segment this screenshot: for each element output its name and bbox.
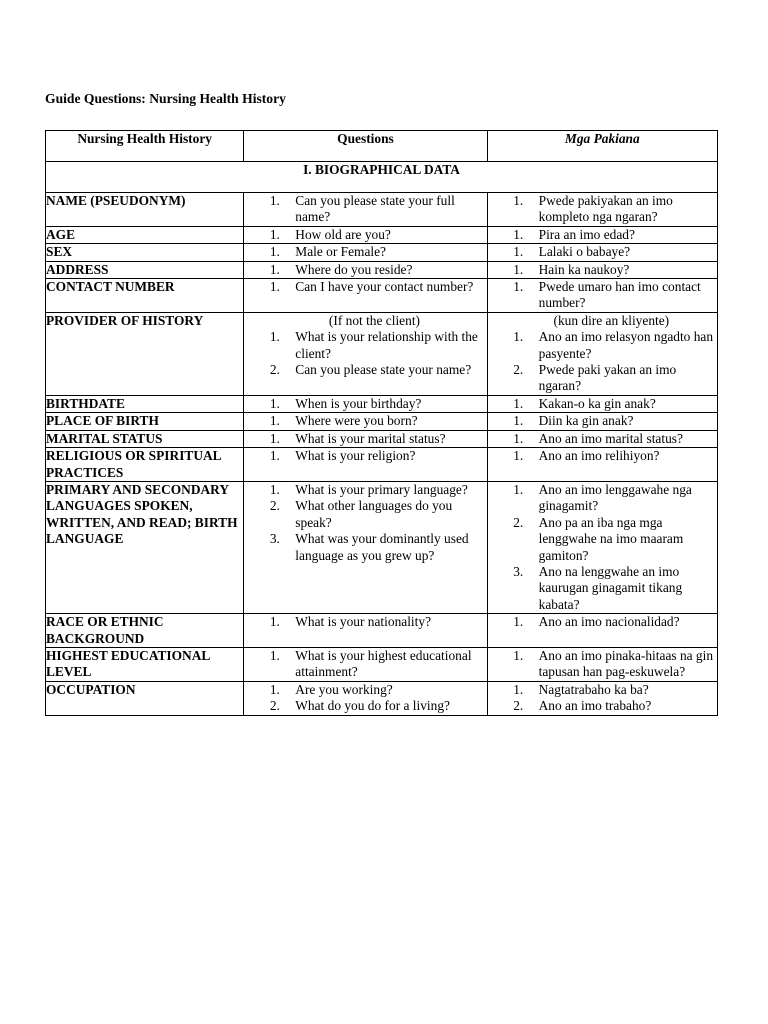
list-number: 3. xyxy=(513,563,537,579)
question-text: Can you please state your full name? xyxy=(295,193,455,225)
question-cell-waray xyxy=(487,481,717,613)
row-label: CONTACT NUMBER xyxy=(46,279,244,313)
question-cell-english xyxy=(244,647,487,681)
list-number: 1. xyxy=(269,395,294,411)
question-text: Where do you reside? xyxy=(295,261,413,277)
question-text: Lalaki o babaye? xyxy=(538,244,631,260)
question-cell-waray xyxy=(487,681,717,715)
question-text: Pwede pakiyakan an imo kompleto nga ngaran? xyxy=(538,193,673,225)
list-number: 1. xyxy=(513,413,537,429)
list-item xyxy=(488,482,717,515)
list-item xyxy=(488,564,717,613)
list-item xyxy=(488,515,717,564)
question-cell-english xyxy=(244,395,487,412)
header-mga-pakiana: Mga Pakiana xyxy=(487,131,717,162)
section-row xyxy=(46,162,718,193)
question-cell-english xyxy=(244,279,487,313)
row-label: MARITAL STATUS xyxy=(46,430,244,447)
list-item xyxy=(244,448,486,464)
question-text: Can I have your contact number? xyxy=(295,279,474,295)
list-number: 1. xyxy=(513,244,537,260)
question-text: Ano an imo relihiyon? xyxy=(538,448,660,464)
question-list xyxy=(244,227,486,243)
question-text: How old are you? xyxy=(295,226,391,242)
question-list xyxy=(244,482,486,564)
question-text: What is your primary language? xyxy=(295,481,468,497)
question-cell-english xyxy=(244,244,487,261)
row-label: ADDRESS xyxy=(46,261,244,278)
list-item xyxy=(244,531,486,564)
question-cell-english xyxy=(244,193,487,227)
question-list xyxy=(244,614,486,630)
table-row xyxy=(46,261,718,278)
list-number: 1. xyxy=(513,279,537,295)
list-number: 1. xyxy=(513,647,537,663)
question-note: (kun dire an kliyente) xyxy=(553,312,670,328)
list-item xyxy=(244,482,486,498)
question-text: Ano pa an iba nga mga lenggwahe na imo maaram gamiton? xyxy=(538,514,684,563)
list-number: 1. xyxy=(269,226,294,242)
question-text: Can you please state your name? xyxy=(295,362,472,378)
question-note: (If not the client) xyxy=(328,312,420,328)
list-number: 1. xyxy=(269,244,294,260)
question-text: Ano an imo trabaho? xyxy=(538,698,652,714)
question-list xyxy=(244,396,486,412)
question-list xyxy=(488,279,717,312)
question-list xyxy=(244,682,486,715)
list-item xyxy=(488,448,717,464)
list-number: 1. xyxy=(513,481,537,497)
question-cell-waray xyxy=(487,193,717,227)
question-text: What other languages do you speak? xyxy=(295,498,453,530)
list-number: 3. xyxy=(269,531,294,547)
list-number: 2. xyxy=(513,698,537,714)
list-number: 2. xyxy=(513,362,537,378)
question-text: Hain ka naukoy? xyxy=(538,261,630,277)
table-row xyxy=(46,395,718,412)
question-list xyxy=(244,648,486,681)
question-text: What is your relationship with the client? xyxy=(295,329,478,361)
list-number: 1. xyxy=(513,193,537,208)
question-text: What is your marital status? xyxy=(295,430,446,446)
question-cell-waray xyxy=(487,614,717,648)
question-list xyxy=(244,244,486,260)
list-number: 1. xyxy=(513,226,537,242)
question-cell-english xyxy=(244,448,487,482)
question-list xyxy=(488,614,717,630)
question-cell-english xyxy=(244,413,487,430)
row-label: RELIGIOUS OR SPIRITUAL PRACTICES xyxy=(46,448,244,482)
question-text: What is your religion? xyxy=(295,448,416,464)
list-item xyxy=(488,244,717,260)
list-item xyxy=(488,329,717,362)
question-text: Kakan-o ka gin anak? xyxy=(538,395,656,411)
question-cell-waray xyxy=(487,244,717,261)
question-list xyxy=(488,648,717,681)
document-title: Guide Questions: Nursing Health History xyxy=(45,91,286,106)
list-number: 1. xyxy=(513,395,537,411)
list-number: 1. xyxy=(513,261,537,277)
question-text: Diin ka gin anak? xyxy=(538,413,634,429)
row-label: NAME (PSEUDONYM) xyxy=(46,193,244,227)
list-number: 1. xyxy=(269,279,294,295)
list-number: 1. xyxy=(513,681,537,697)
question-cell-waray xyxy=(487,413,717,430)
question-list xyxy=(244,193,486,226)
question-list xyxy=(488,193,717,226)
question-text: Where were you born? xyxy=(295,413,418,429)
table-row xyxy=(46,279,718,313)
row-label: RACE OR ETHNIC BACKGROUND xyxy=(46,614,244,648)
question-text: Ano na lenggwahe an imo kaurugan ginagamit tikang kabata? xyxy=(538,563,683,612)
list-number: 1. xyxy=(513,448,537,464)
question-text: Pwede umaro han imo contact number? xyxy=(538,279,701,311)
question-text: Ano an imo lenggawahe nga ginagamit? xyxy=(538,481,692,514)
question-cell-waray xyxy=(487,395,717,412)
question-text: What do you do for a living? xyxy=(295,698,450,714)
list-number: 1. xyxy=(269,681,294,697)
list-item xyxy=(488,193,717,226)
health-history-table xyxy=(45,130,718,716)
header-nursing-health-history: Nursing Health History xyxy=(46,131,244,162)
list-number: 2. xyxy=(269,362,294,378)
row-label: AGE xyxy=(46,226,244,243)
question-list xyxy=(488,244,717,260)
list-item xyxy=(244,227,486,243)
question-cell-english xyxy=(244,681,487,715)
list-number: 1. xyxy=(513,614,537,630)
table-row xyxy=(46,614,718,648)
question-cell-english xyxy=(244,226,487,243)
question-cell-english xyxy=(244,430,487,447)
list-item xyxy=(488,362,717,395)
question-text: What is your highest educational attainment? xyxy=(295,647,472,680)
question-list xyxy=(244,448,486,464)
table-row xyxy=(46,448,718,482)
question-cell-english xyxy=(244,481,487,613)
row-label: PLACE OF BIRTH xyxy=(46,413,244,430)
list-item xyxy=(244,362,486,378)
question-text: Are you working? xyxy=(295,681,393,697)
list-number: 1. xyxy=(269,329,294,345)
row-label: HIGHEST EDUCATIONAL LEVEL xyxy=(46,647,244,681)
list-number: 1. xyxy=(269,614,294,630)
list-item xyxy=(488,227,717,243)
question-list xyxy=(488,431,717,447)
list-number: 1. xyxy=(269,413,294,429)
list-item xyxy=(488,396,717,412)
question-cell-waray xyxy=(487,226,717,243)
list-number: 2. xyxy=(513,514,537,530)
list-number: 1. xyxy=(269,430,294,446)
row-label: OCCUPATION xyxy=(46,681,244,715)
list-number: 1. xyxy=(513,329,537,345)
row-label: SEX xyxy=(46,244,244,261)
list-item xyxy=(244,262,486,278)
question-cell-waray xyxy=(487,312,717,395)
list-item xyxy=(488,648,717,681)
list-item xyxy=(488,614,717,630)
question-list xyxy=(488,682,717,715)
question-list xyxy=(244,329,486,378)
list-item xyxy=(488,413,717,429)
row-label: PRIMARY AND SECONDARY LANGUAGES SPOKEN, WRITTEN, AND READ; BIRTH LANGUAGE xyxy=(46,481,244,613)
question-text: What is your nationality? xyxy=(295,614,432,630)
list-item xyxy=(244,648,486,681)
list-number: 1. xyxy=(269,448,294,464)
list-number: 1. xyxy=(269,481,294,497)
question-cell-english xyxy=(244,312,487,395)
row-label: BIRTHDATE xyxy=(46,395,244,412)
question-text: Pwede paki yakan an imo ngaran? xyxy=(538,362,677,394)
question-cell-waray xyxy=(487,448,717,482)
list-item xyxy=(244,431,486,447)
list-item xyxy=(244,396,486,412)
table-header-row xyxy=(46,131,718,162)
list-item xyxy=(488,262,717,278)
table-row xyxy=(46,193,718,227)
list-item xyxy=(488,698,717,714)
list-item xyxy=(244,413,486,429)
table-row xyxy=(46,481,718,613)
list-item xyxy=(488,682,717,698)
list-item xyxy=(244,193,486,226)
question-list xyxy=(244,413,486,429)
question-text: Ano an imo relasyon ngadto han pasyente? xyxy=(538,329,714,361)
question-text: Male or Female? xyxy=(295,244,387,260)
list-item xyxy=(244,244,486,260)
question-cell-waray xyxy=(487,279,717,313)
question-cell-waray xyxy=(487,261,717,278)
question-text: Nagtatrabaho ka ba? xyxy=(538,681,649,697)
table-row xyxy=(46,244,718,261)
list-number: 2. xyxy=(269,498,294,514)
section-title: I. BIOGRAPHICAL DATA xyxy=(46,162,718,193)
list-item xyxy=(244,498,486,531)
question-text: Ano an imo pinaka-hitaas na gin tapusan han pag-eskuwela? xyxy=(538,647,714,680)
question-text: When is your birthday? xyxy=(295,395,422,411)
question-list xyxy=(488,396,717,412)
list-number: 1. xyxy=(269,647,294,663)
table-row xyxy=(46,647,718,681)
question-cell-waray xyxy=(487,647,717,681)
list-item xyxy=(244,279,486,295)
list-item xyxy=(488,279,717,312)
question-list xyxy=(244,262,486,278)
question-text: Ano an imo marital status? xyxy=(538,430,683,446)
header-questions: Questions xyxy=(244,131,487,162)
question-list xyxy=(488,413,717,429)
row-label: PROVIDER OF HISTORY xyxy=(46,312,244,395)
list-item xyxy=(244,329,486,362)
list-number: 2. xyxy=(269,698,294,714)
question-cell-english xyxy=(244,614,487,648)
question-list xyxy=(488,482,717,613)
question-cell-waray xyxy=(487,430,717,447)
list-number: 1. xyxy=(269,261,294,277)
question-list xyxy=(244,431,486,447)
table-row xyxy=(46,413,718,430)
question-cell-english xyxy=(244,261,487,278)
list-item xyxy=(244,614,486,630)
question-list xyxy=(488,448,717,464)
question-list xyxy=(488,262,717,278)
list-item xyxy=(488,431,717,447)
list-item xyxy=(244,698,486,714)
question-list xyxy=(488,227,717,243)
question-text: Pira an imo edad? xyxy=(538,226,635,242)
table-row xyxy=(46,681,718,715)
question-text: Ano an imo nacionalidad? xyxy=(538,614,680,630)
question-list xyxy=(244,279,486,295)
list-item xyxy=(244,682,486,698)
table-row xyxy=(46,312,718,395)
list-number: 1. xyxy=(513,430,537,446)
table-row xyxy=(46,430,718,447)
question-list xyxy=(488,329,717,395)
list-number: 1. xyxy=(269,193,294,208)
question-text: What was your dominantly used language as you grew up? xyxy=(295,531,469,563)
table-row xyxy=(46,226,718,243)
